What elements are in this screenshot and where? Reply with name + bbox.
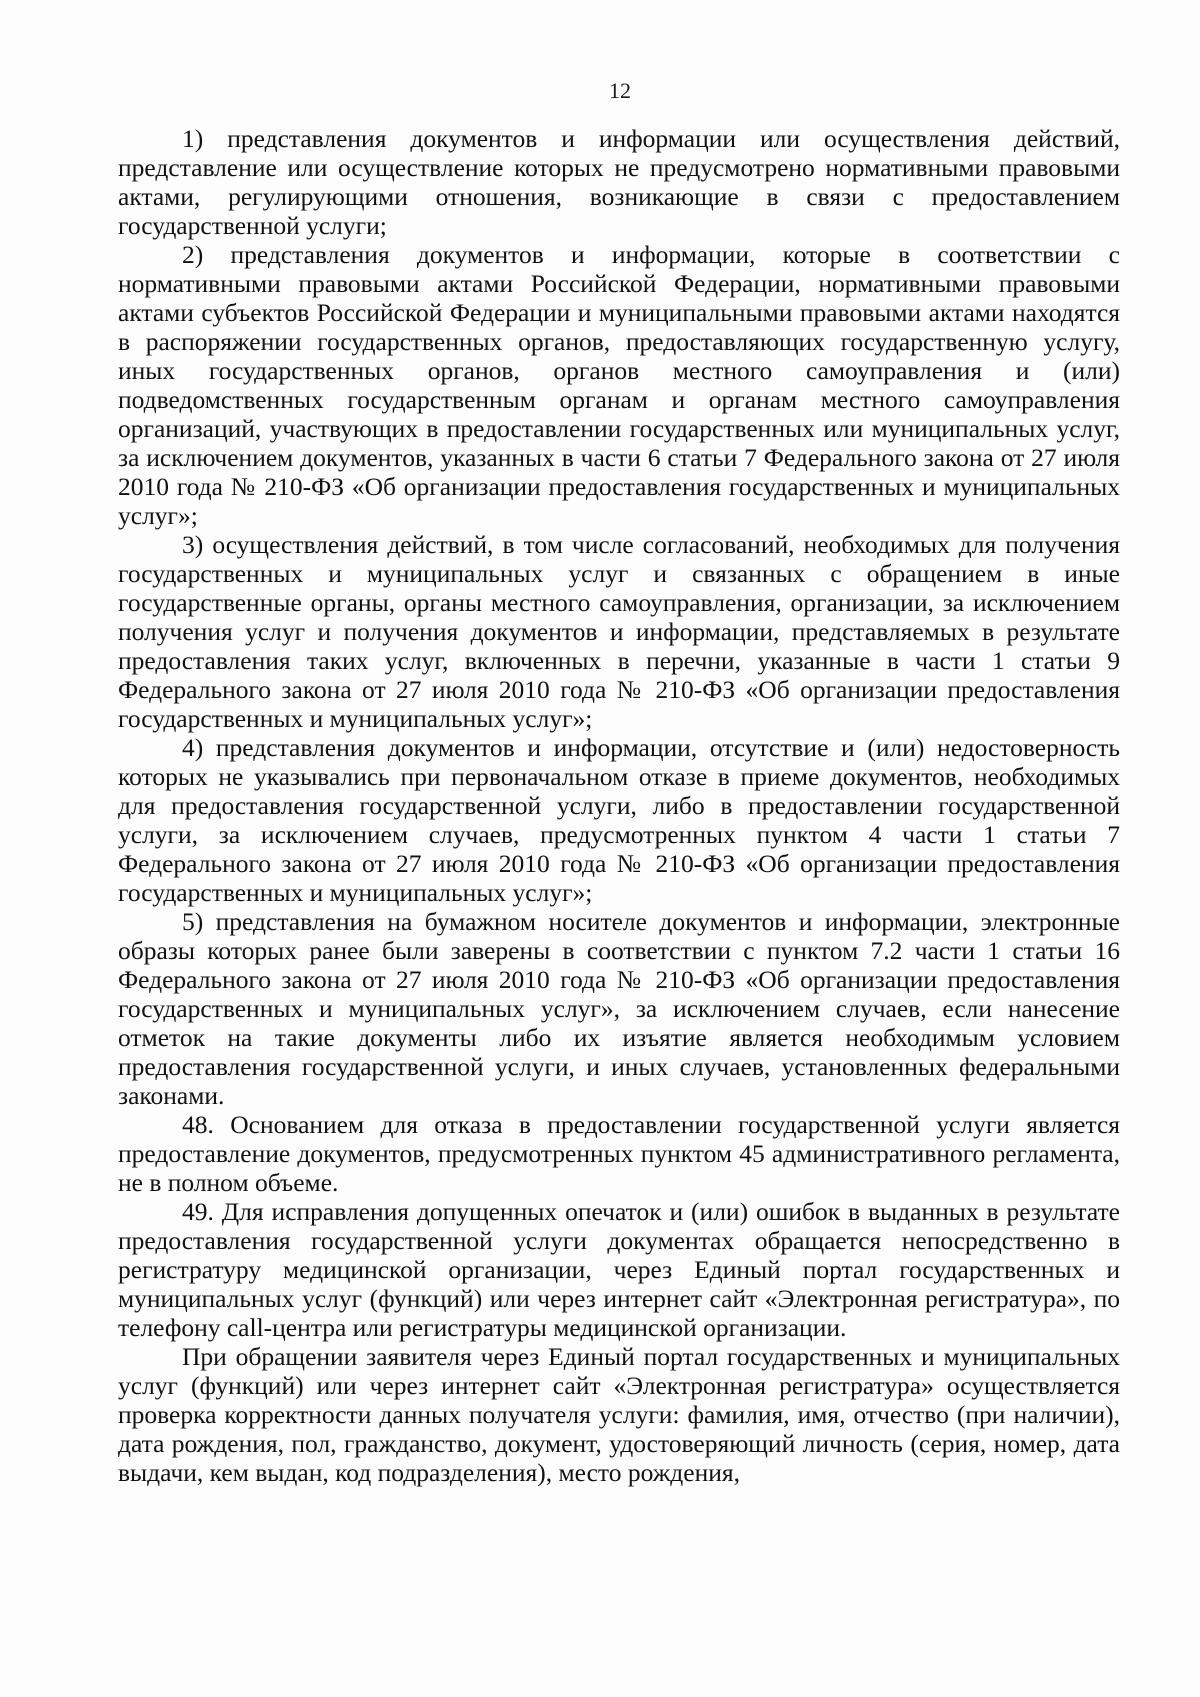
document-body bbox=[118, 124, 1120, 1487]
paragraph-item-2: 2) представления документов и информации, которые в соответствии с нормативными правовыми актами Российской Федерации, нормативными правовыми актами субъектов Российской Федерации и муниципальными правовыми актами находятся в распоряжении государственных органов, предоставляющих государственную услугу, иных государственных органов, органов местного самоуправления и (или) подведомственных государственным органам и органам местного самоуправления организаций, участвующих в предоставлении государственных или муниципальных услуг, за исключением документов, указанных в части 6 статьи 7 Федерального закона от 27 июля 2010 года № 210-ФЗ «Об организации предоставления государственных и муниципальных услуг»; bbox=[118, 240, 1120, 530]
paragraph-portal-check: При обращении заявителя через Единый портал государственных и муниципальных услуг (функций) или через интернет сайт «Электронная регистратура» осуществляется проверка корректности данных получателя услуги: фамилия, имя, отчество (при наличии), дата рождения, пол, гражданство, документ, удостоверяющий личность (серия, номер, дата выдачи, кем выдан, код подразделения), место рождения, bbox=[118, 1342, 1120, 1487]
paragraph-item-4: 4) представления документов и информации, отсутствие и (или) недостоверность которых не указывались при первоначальном отказе в приеме документов, необходимых для предоставления государственной услуги, либо в предоставлении государственной услуги, за исключением случаев, предусмотренных пунктом 4 части 1 статьи 7 Федерального закона от 27 июля 2010 года № 210-ФЗ «Об организации предоставления государственных и муниципальных услуг»; bbox=[118, 733, 1120, 907]
paragraph-item-5: 5) представления на бумажном носителе документов и информации, электронные образы которых ранее были заверены в соответствии с пунктом 7.2 части 1 статьи 16 Федерального закона от 27 июля 2010 года № 210-ФЗ «Об организации предоставления государственных и муниципальных услуг», за исключением случаев, если нанесение отметок на такие документы либо их изъятие является необходимым условием предоставления государственной услуги, и иных случаев, установленных федеральными законами. bbox=[118, 907, 1120, 1110]
paragraph-49: 49. Для исправления допущенных опечаток и (или) ошибок в выданных в результате предоставления государственной услуги документах обращается непосредственно в регистратуру медицинской организации, через Единый портал государственных и муниципальных услуг (функций) или через интернет сайт «Электронная регистратура», по телефону call-центра или регистратуры медицинской организации. bbox=[118, 1197, 1120, 1342]
page-number: 12 bbox=[609, 78, 631, 103]
paragraph-item-3: 3) осуществления действий, в том числе согласований, необходимых для получения государственных и муниципальных услуг и связанных с обращением в иные государственные органы, органы местного самоуправления, организации, за исключением получения услуг и получения документов и информации, представляемых в результате предоставления таких услуг, включенных в перечни, указанные в части 1 статьи 9 Федерального закона от 27 июля 2010 года № 210-ФЗ «Об организации предоставления государственных и муниципальных услуг»; bbox=[118, 530, 1120, 733]
paragraph-48: 48. Основанием для отказа в предоставлении государственной услуги является предоставление документов, предусмотренных пунктом 45 административного регламента, не в полном объеме. bbox=[118, 1110, 1120, 1197]
paragraph-item-1: 1) представления документов и информации или осуществления действий, представление или осуществление которых не предусмотрено нормативными правовыми актами, регулирующими отношения, возникающие в связи с предоставлением государственной услуги; bbox=[118, 124, 1120, 240]
